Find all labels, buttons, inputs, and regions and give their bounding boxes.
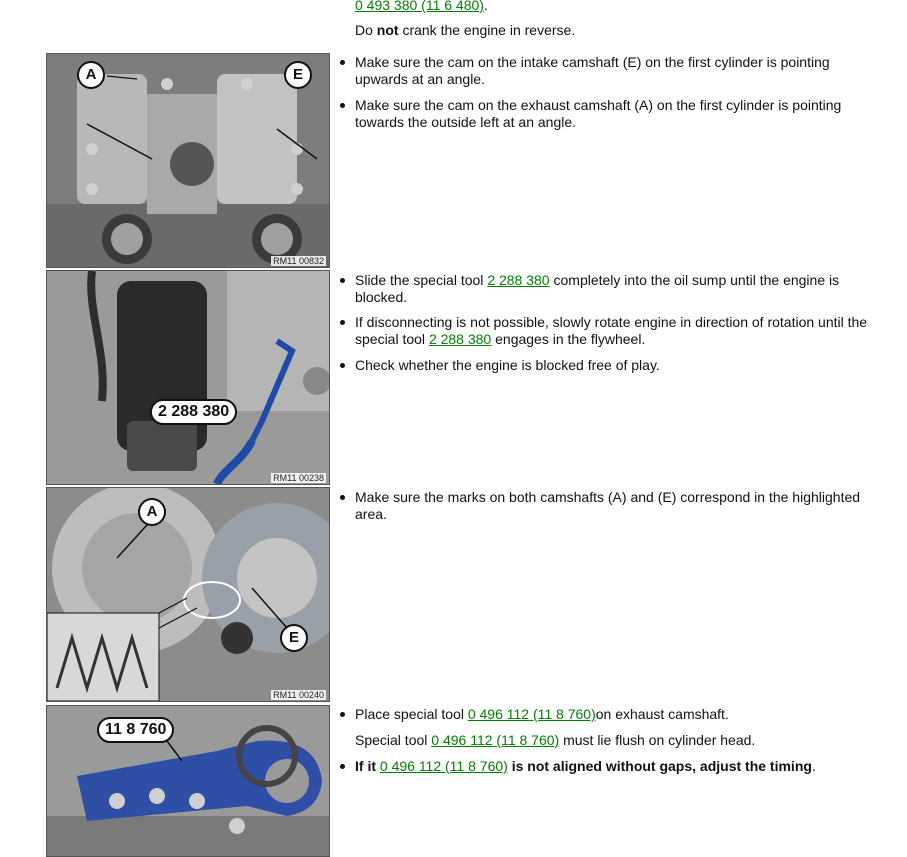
bullet-text: Make sure the marks on both camshafts (A) and (E) correspond in the highlighted area. — [355, 489, 861, 522]
bullet-item — [340, 272, 870, 306]
bullet-item — [340, 357, 870, 374]
bullet-text: Place special tool 0 496 112 (11 8 760)on exhaust camshaft. — [355, 706, 729, 722]
special-tool-link[interactable]: 2 288 380 — [487, 272, 550, 288]
camshaft-marks-photo-icon — [47, 488, 329, 701]
bullet-dot — [340, 278, 345, 283]
figure-ref: RM11 00240 — [273, 690, 324, 700]
label-e: E — [280, 624, 308, 652]
special-tool-link[interactable]: 2 288 380 — [428, 331, 492, 347]
flush-note: Special tool 0 496 112 (11 8 760) must lie flush on cylinder head. — [355, 732, 756, 748]
figure-ref: RM11 00832 — [273, 256, 324, 266]
intro-top-suffix: . — [483, 0, 488, 13]
bullet-text: If it 0 496 112 (11 8 760) is not aligned without gaps, adjust the timing. — [355, 758, 816, 774]
special-tool-link[interactable]: 0 496 112 (11 8 760) — [467, 706, 596, 722]
crank-warning-pre: Do — [355, 22, 377, 38]
timing-tool-photo-icon — [47, 706, 329, 856]
bullet-item — [340, 54, 870, 88]
special-tool-link[interactable]: 0 493 380 (11 6 480) — [355, 0, 484, 13]
timing-tool-photo — [46, 705, 330, 857]
figure-ref: RM11 00238 — [273, 473, 324, 483]
special-tool-link[interactable]: 0 496 112 (11 8 760) — [431, 732, 560, 748]
label-e: E — [284, 61, 312, 89]
bullet-dot — [340, 363, 345, 368]
bullet-text: Make sure the cam on the exhaust camshaft (A) on the first cylinder is pointing towards the outside left at an angle. — [355, 97, 842, 130]
special-tool-link[interactable]: 0 496 112 (11 8 760) — [379, 758, 508, 774]
bullet-text: Check whether the engine is blocked free of play. — [355, 357, 660, 373]
bullet-text: Slide the special tool 2 288 380 completely into the oil sump until the engine is blocked. — [355, 272, 840, 305]
bullet-item — [340, 758, 870, 775]
bullet-dot — [340, 764, 345, 769]
bullet-text: If disconnecting is not possible, slowly rotate engine in direction of rotation until the special tool 2 288 380 engages in the flywheel. — [355, 314, 868, 347]
camshaft-position-photo — [46, 53, 330, 268]
oil-sump-tool-photo-icon — [47, 271, 329, 484]
bullet-item — [340, 314, 870, 348]
tool-callout: 2 288 380 — [150, 399, 237, 425]
crank-warning-bold: not — [376, 22, 399, 38]
bullet-item — [340, 489, 870, 523]
bullet-item — [340, 706, 870, 723]
bullet-dot — [340, 60, 345, 65]
crank-warning — [355, 22, 575, 39]
label-a: A — [138, 498, 166, 526]
bullet-text: Make sure the cam on the intake camshaft (E) on the first cylinder is pointing upwards at an angle. — [355, 54, 830, 87]
bullet-dot — [340, 320, 345, 325]
crank-warning-post: crank the engine in reverse. — [398, 22, 576, 38]
tool-callout: 11 8 760 — [97, 717, 174, 743]
oil-sump-tool-photo — [46, 270, 330, 485]
bullet-dot — [340, 712, 345, 717]
bullet-dot — [340, 495, 345, 500]
intro-top-line — [355, 0, 488, 14]
bullet-dot — [340, 103, 345, 108]
camshaft-marks-photo — [46, 487, 330, 702]
bullet-item — [340, 97, 870, 131]
label-a: A — [77, 61, 105, 89]
